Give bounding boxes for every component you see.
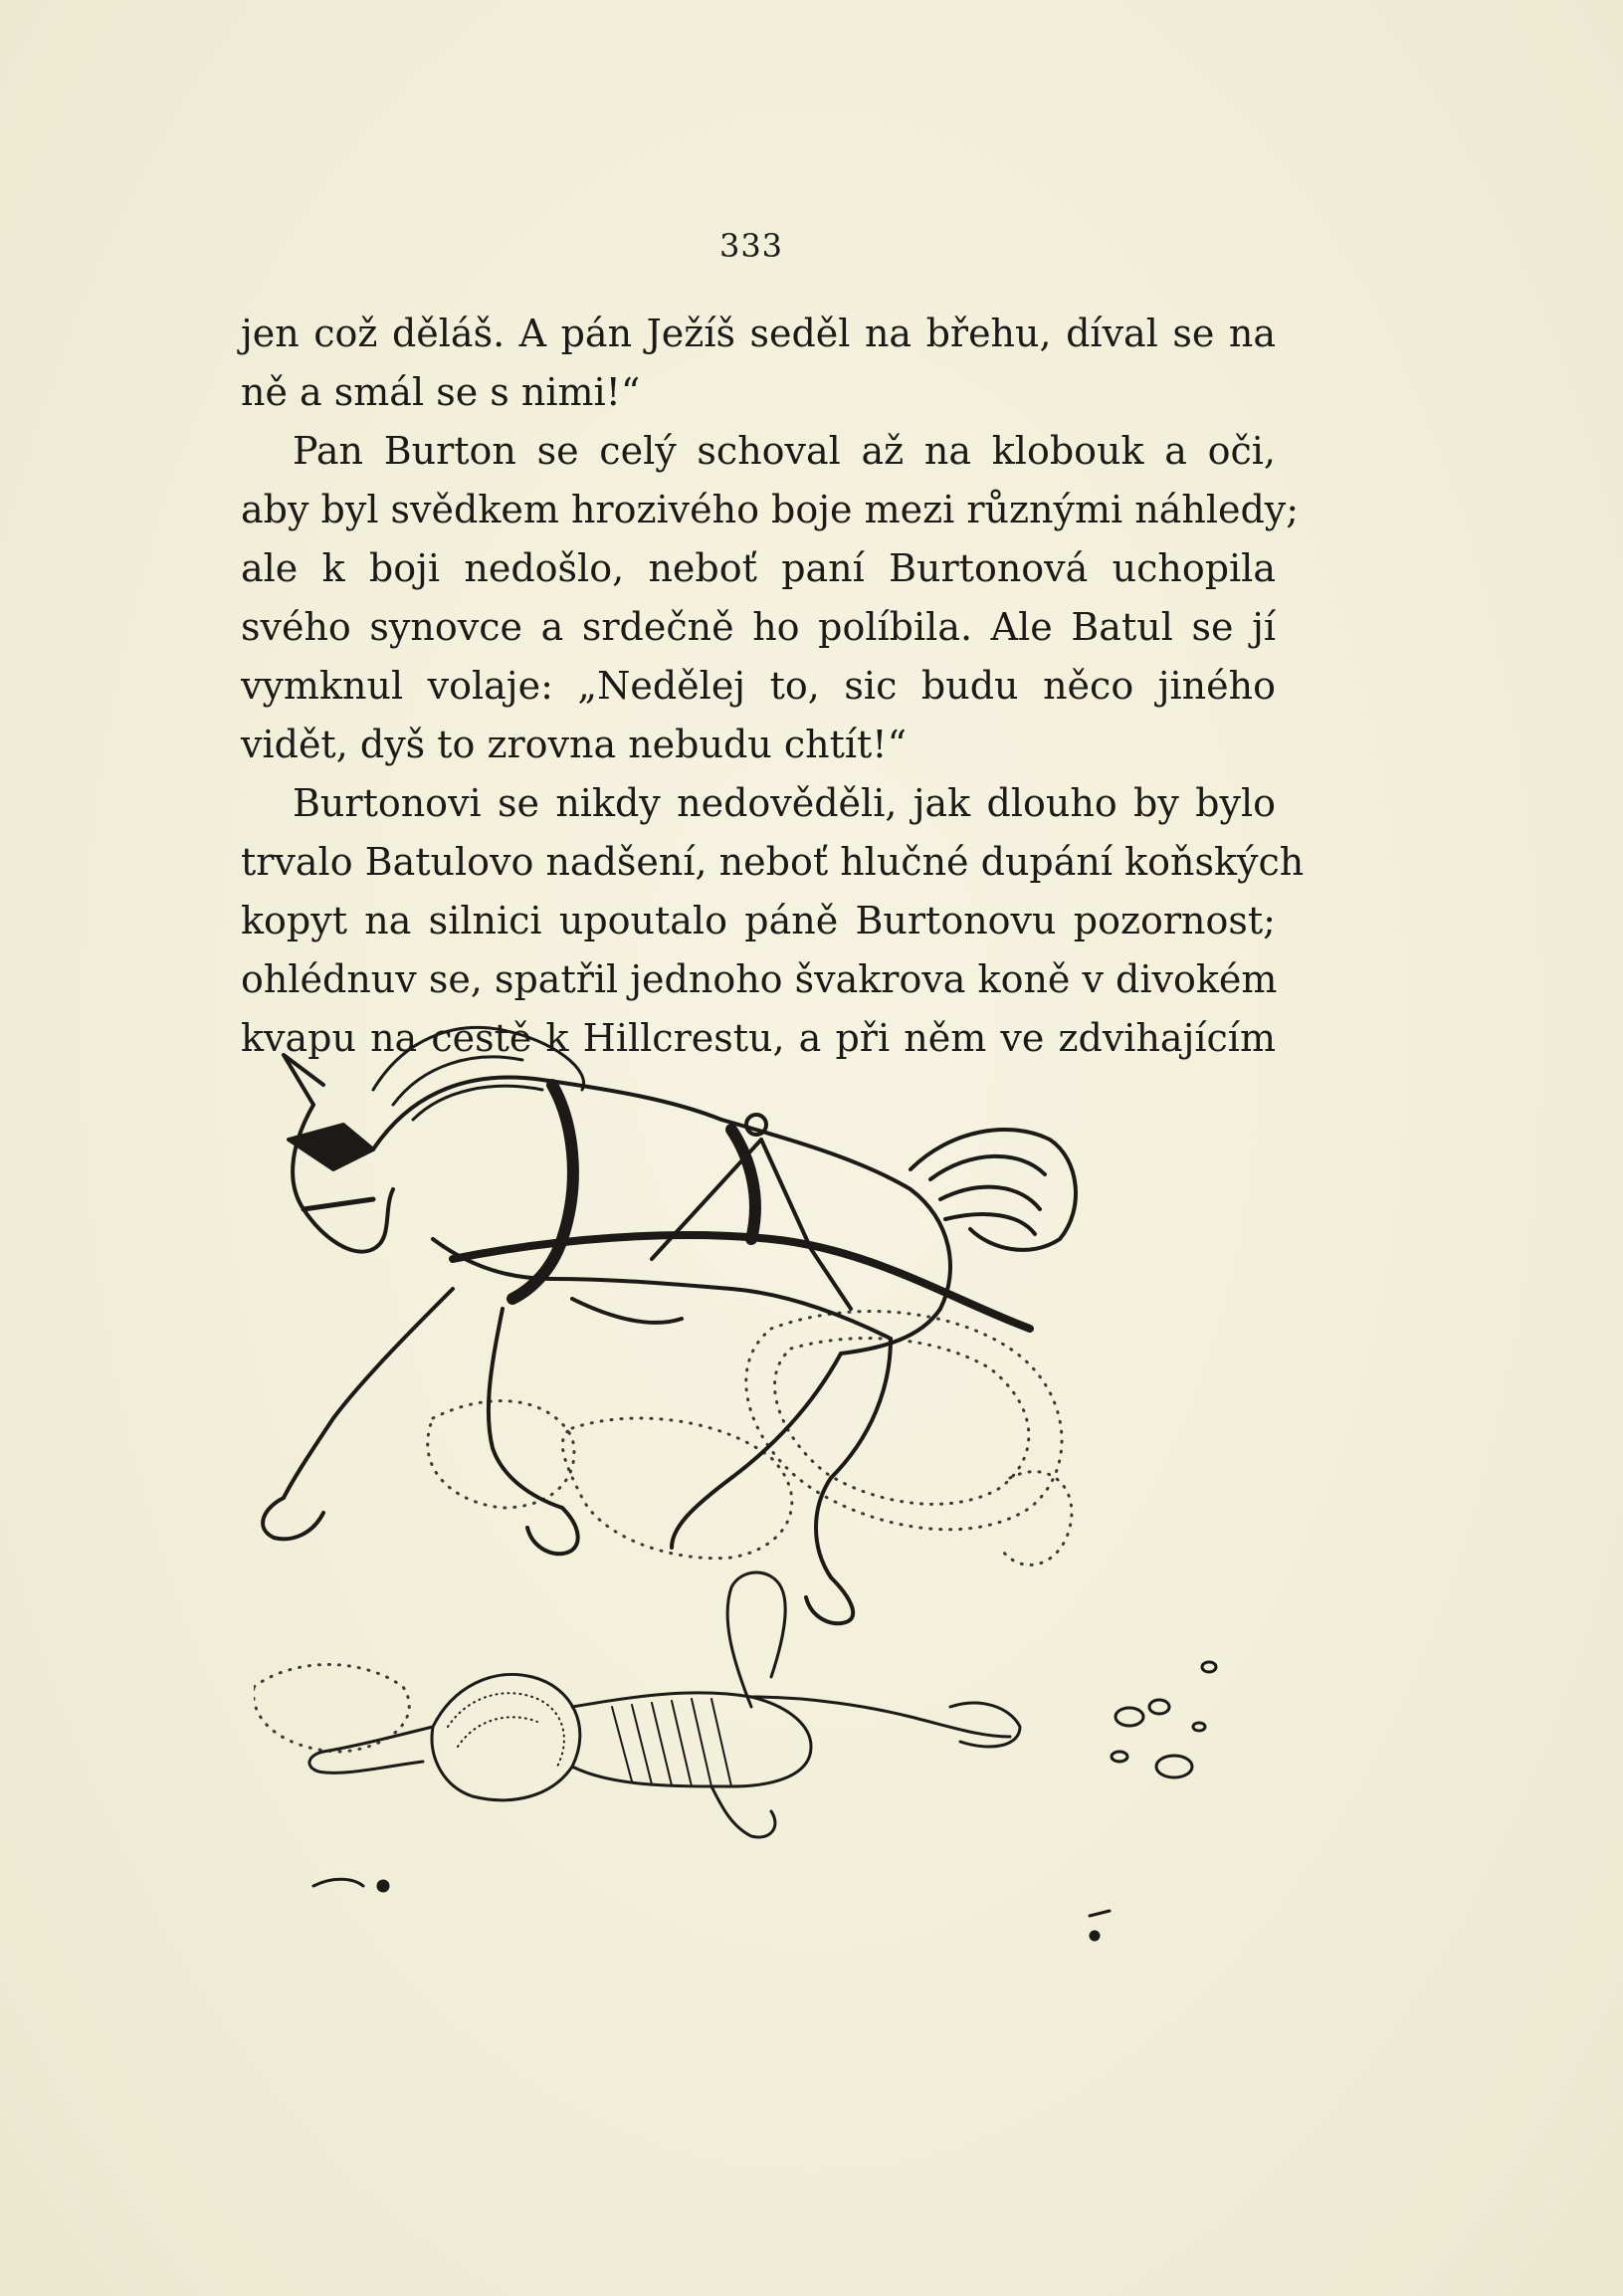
- text-line: trvalo Batulovo nadšení, neboť hlučné dupání koňských: [241, 840, 1305, 884]
- text-line: kopyt na silnici upoutalo páně Burtonovu pozornost;: [241, 899, 1276, 942]
- text-line: vymknul volaje: „Nedělej to, sic budu něco jiného: [241, 664, 1276, 708]
- horse-and-fallen-boy-illustration: [254, 1010, 1289, 1966]
- text-line: kvapu na cestě k Hillcrestu, a při něm ve zdvihajícím: [241, 1016, 1276, 1060]
- text-line: Burtonovi se nikdy nedověděli, jak dlouho by bylo: [293, 781, 1276, 825]
- text-line: ale k boji nedošlo, neboť paní Burtonová uchopila: [241, 546, 1276, 590]
- text-line: svého synovce a srdečně ho políbila. Ale Batul se jí: [241, 605, 1276, 649]
- text-line: Pan Burton se celý schoval až na klobouk a oči,: [293, 429, 1276, 473]
- text-line: ohlédnuv se, spatřil jednoho švakrova koně v divokém: [241, 957, 1278, 1001]
- text-line: aby byl svědkem hrozivého boje mezi různými náhledy;: [241, 488, 1300, 531]
- text-line: jen což děláš. A pán Ježíš seděl na břehu, díval se na: [241, 312, 1276, 355]
- text-line: ně a smál se s nimi!“: [241, 370, 641, 414]
- text-line: vidět, dyš to zrovna nebudu chtít!“: [241, 723, 907, 766]
- body-text: [241, 305, 1305, 1068]
- page-number: 333: [718, 227, 784, 265]
